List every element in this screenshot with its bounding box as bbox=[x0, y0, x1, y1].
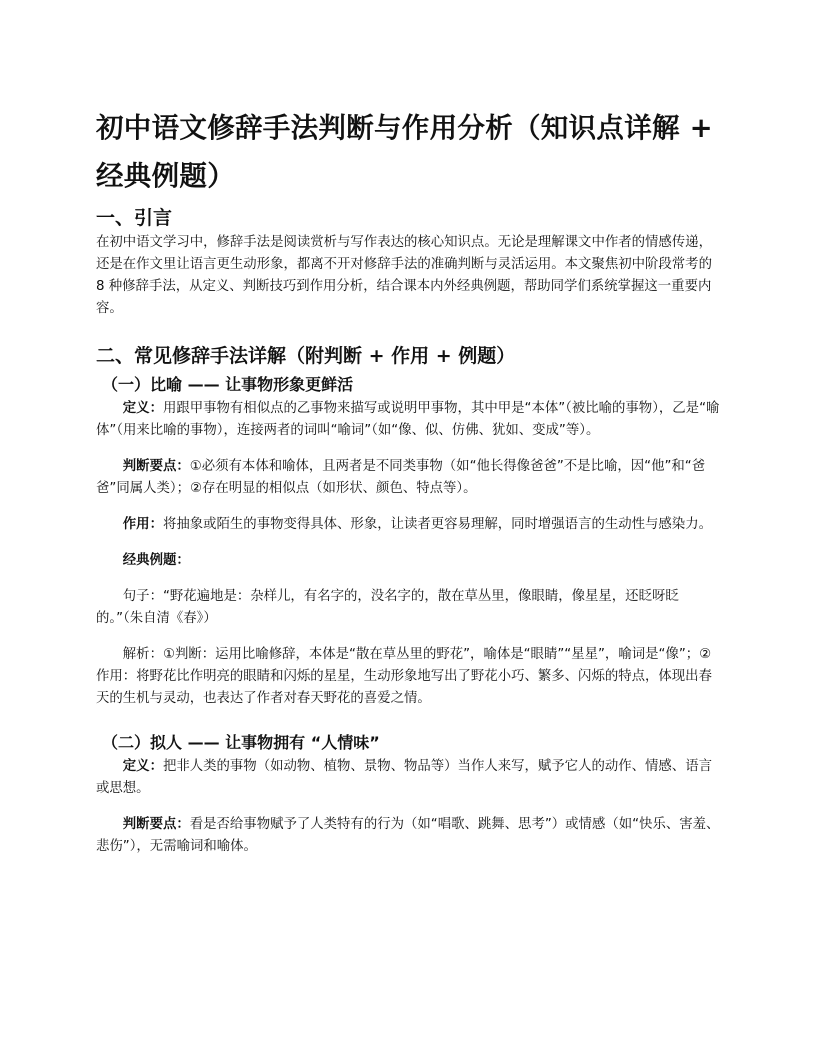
simile-definition-text: 用跟甲事物有相似点的乙事物来描写或说明甲事物，其中甲是“本体”（被比喻的事物），乙是“喻体”（用来比喻的事物），连接两者的词叫“喻词”（如“像、似、仿佛、犹如、变成”等）。 bbox=[96, 401, 720, 438]
simile-example-analysis bbox=[96, 644, 724, 710]
personification-judge-text: 看是否给事物赋予了人类特有的行为（如“唱歌、跳舞、思考”）或情感（如“快乐、害羞、悲伤”），无需喻词和喻体。 bbox=[96, 817, 720, 854]
simile-sentence-text: “野花遍地是：杂样儿，有名字的，没名字的，散在草丛里，像眼睛，像星星，还眨呀眨的。”（朱自清《春》） bbox=[96, 589, 679, 626]
simile-example-label: 经典例题： bbox=[122, 553, 190, 568]
intro-paragraph: 在初中语文学习中，修辞手法是阅读赏析与写作表达的核心知识点。无论是理解课文中作者的情感传递，还是在作文里让语言更生动形象，都离不开对修辞手法的准确判断与灵活运用。本文聚焦初中阶段常考的 8 种修辞手法，从定义、判断技巧到作用分析，结合课本内外经典例题，帮助同学们系统掌握这一重要内容。 bbox=[96, 235, 712, 316]
simile-effect bbox=[96, 514, 724, 536]
simile-judge-label: 判断要点： bbox=[122, 459, 190, 474]
simile-effect-text: 将抽象或陌生的事物变得具体、形象，让读者更容易理解，同时增强语言的生动性与感染力。 bbox=[162, 517, 712, 532]
simile-analysis-text: ①判断：运用比喻修辞，本体是“散在草丛里的野花”，喻体是“眼睛”“星星”，喻词是“像”；②作用：将野花比作明亮的眼睛和闪烁的星星，生动形象地写出了野花小巧、繁多、闪烁的特点，体现出春天的生机与灵动，也表达了作者对春天野花的喜爱之情。 bbox=[96, 647, 712, 706]
simile-example-sentence bbox=[96, 586, 724, 630]
section2-heading: 二、常见修辞手法详解（附判断 + 作用 + 例题） bbox=[96, 345, 516, 367]
personification-judge bbox=[96, 814, 724, 858]
simile-definition-label: 定义： bbox=[122, 401, 163, 416]
intro-heading: 一、引言 bbox=[96, 207, 173, 229]
document-title: 初中语文修辞手法判断与作用分析（知识点详解 + 经典例题） bbox=[96, 112, 714, 192]
simile-example-heading bbox=[96, 550, 724, 572]
simile-analysis-label: 解析： bbox=[122, 647, 163, 662]
personification-definition bbox=[96, 756, 724, 800]
simile-sentence-label: 句子： bbox=[122, 589, 163, 604]
simile-effect-label: 作用： bbox=[122, 517, 163, 532]
personification-definition-text: 把非人类的事物（如动物、植物、景物、物品等）当作人来写，赋予它人的动作、情感、语言或思想。 bbox=[96, 759, 712, 796]
simile-heading: （一）比喻 —— 让事物形象更鲜活 bbox=[102, 375, 354, 394]
personification-judge-label: 判断要点： bbox=[122, 817, 190, 832]
simile-judge bbox=[96, 456, 724, 500]
personification-heading: （二）拟人 —— 让事物拥有 “人情味” bbox=[102, 733, 380, 752]
simile-definition bbox=[96, 398, 724, 442]
document-page bbox=[96, 104, 724, 858]
simile-judge-text: ①必须有本体和喻体，且两者是不同类事物（如“他长得像爸爸”不是比喻，因“他”和“爸爸”同属人类）；②存在明显的相似点（如形状、颜色、特点等）。 bbox=[96, 459, 706, 496]
personification-definition-label: 定义： bbox=[122, 759, 163, 774]
